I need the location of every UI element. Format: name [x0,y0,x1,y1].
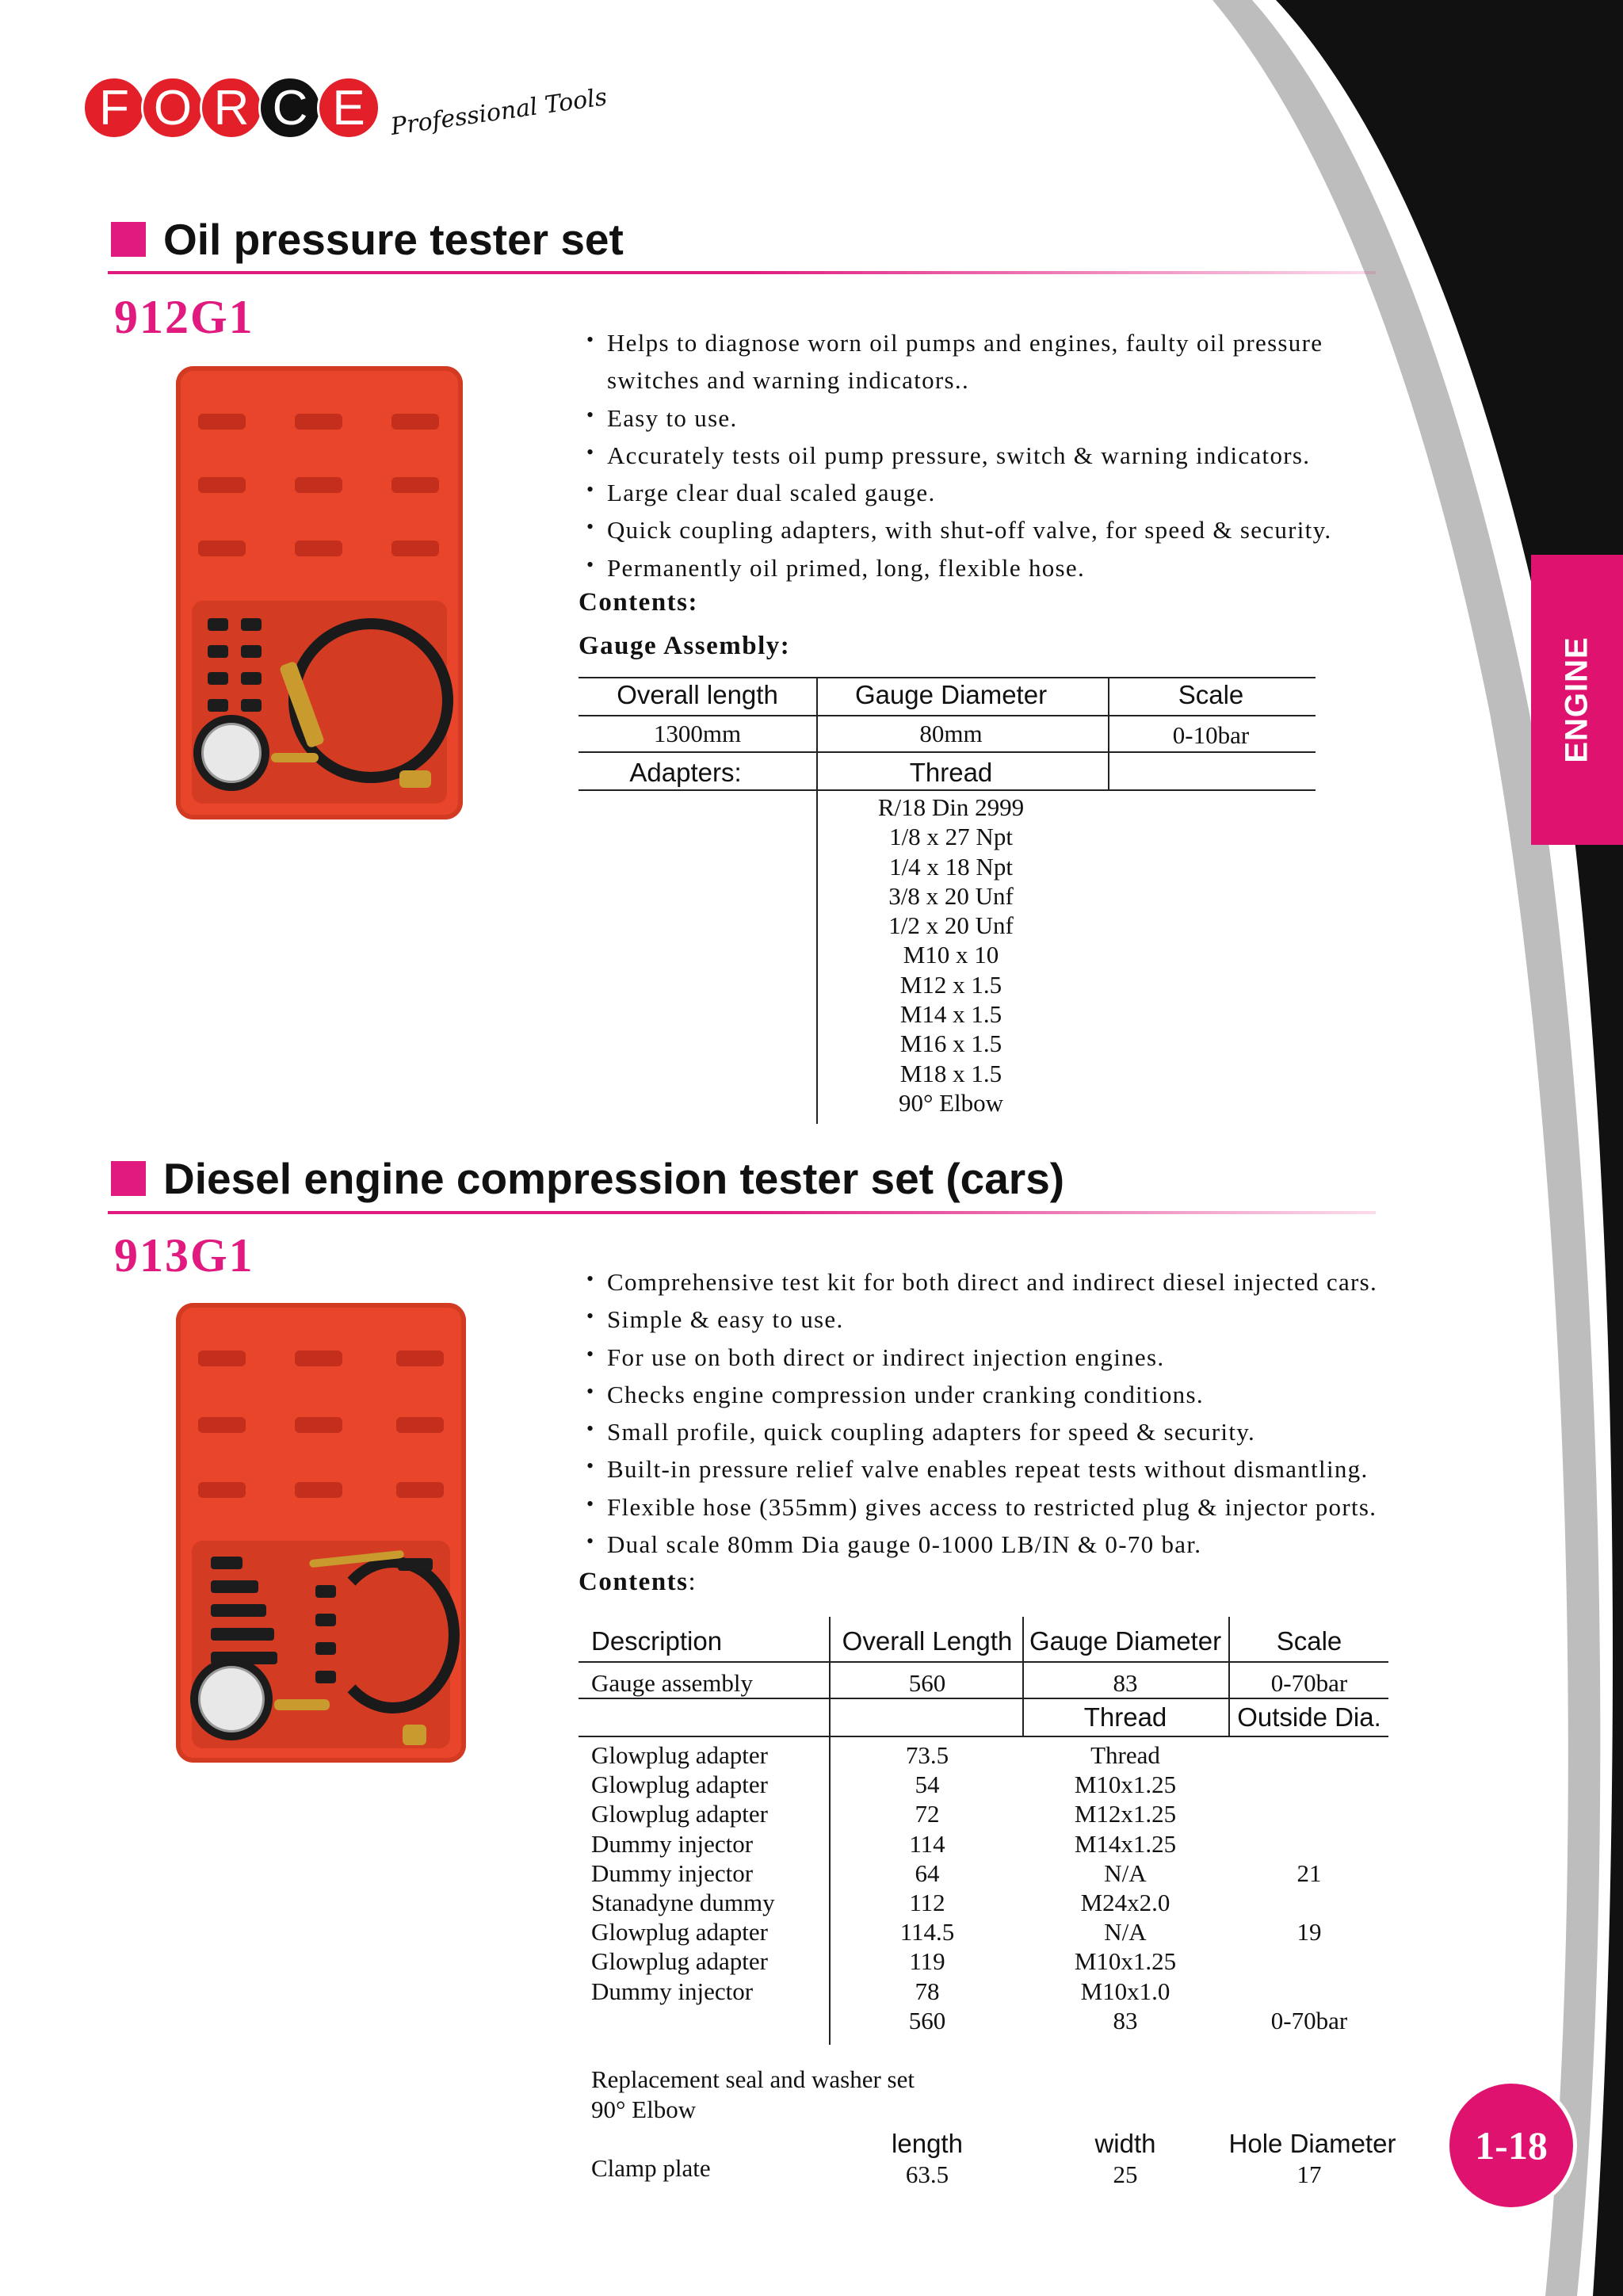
side-tab-engine [1531,555,1623,845]
table-cell: Dummy injector [591,1977,754,2005]
section-title: Diesel engine compression tester set (cars) [163,1154,1065,1203]
contents-label-colon: : [688,1568,697,1596]
table-cell: Glowplug adapter [591,1800,768,1828]
logo-tagline: Professional Tools [388,82,609,141]
feature-item: • Large clear dual scaled gauge. [586,474,1331,511]
clamp-header: Hole Diameter [1228,2129,1396,2158]
thread-item: 1/8 x 27 Npt [889,823,1013,851]
section-heading [111,1153,1064,1204]
contents-label [579,1568,697,1597]
feature-item: • Permanently oil primed, long, flexible hose. [586,549,1331,586]
table-cell: M10x1.0 [1080,1977,1170,2005]
table-cell: 80mm [919,720,983,747]
contents-label-text: Contents [579,1568,689,1596]
table-header: Scale [1178,680,1244,709]
thread-item: 1/2 x 20 Unf [888,911,1014,940]
logo-letter: R [200,76,263,139]
table-cell: Stanadyne dummy [591,1888,775,1916]
table-cell: 114.5 [899,1918,955,1946]
table-subheader: Outside Dia. [1237,1702,1381,1732]
page-number-badge: 1-18 [1445,2080,1577,2211]
table-header: Overall length [617,680,778,709]
thread-list [818,793,1084,1117]
heading-square-icon [111,1161,146,1196]
clamp-cell: Clamp plate [591,2154,711,2182]
table-cell: N/A [1104,1918,1147,1946]
table-row [579,1917,1388,1946]
table-row [579,1770,1388,1799]
clamp-cell: 17 [1296,2160,1322,2188]
feature-item: • Accurately tests oil pump pressure, switch & warning indicators. [586,437,1331,474]
table-cell: Glowplug adapter [591,1741,768,1769]
table-header: Gauge Diameter [1029,1626,1222,1656]
table-cell: Glowplug adapter [591,1771,768,1799]
product-photo-compression-tester [176,1303,466,1763]
table-row [579,1799,1388,1828]
table-header: Scale [1276,1626,1342,1656]
table-cell: M24x2.0 [1080,1888,1170,1916]
thread-item: 3/8 x 20 Unf [888,881,1014,910]
feature-item: • Small profile, quick coupling adapters for speed & security. [586,1413,1377,1450]
table-cell: 0-10bar [1172,721,1250,749]
table-cell: Dummy injector [591,1859,754,1887]
table-cell: 119 [909,1947,945,1976]
extra-item: 90° Elbow [591,2095,697,2123]
gauge-assembly-label: Gauge Assembly: [579,632,791,660]
table-row [579,1740,1388,1770]
clamp-header: length [892,2129,963,2158]
table-row [579,1829,1388,1859]
product-code: 913G1 [114,1229,254,1282]
logo-letter: C [258,76,322,139]
table-cell: M10x1.25 [1074,1771,1177,1799]
table-cell: N/A [1104,1859,1147,1887]
table-cell: 83 [1113,2006,1138,2034]
section-heading [111,214,624,265]
table-cell: 0-70bar [1270,1669,1348,1697]
table-row [579,1946,1388,1976]
table-cell: 83 [1113,1669,1138,1697]
feature-item: • Quick coupling adapters, with shut-off valve, for speed & security. [586,511,1331,548]
table-cell: 73.5 [905,1741,949,1769]
clamp-cell: 25 [1113,2160,1138,2188]
product-code: 912G1 [114,291,254,343]
table-row [579,2006,1388,2035]
feature-item: • Helps to diagnose worn oil pumps and engines, faulty oil pressure [586,324,1331,361]
section-rule [108,271,1376,274]
feature-item: • Flexible hose (355mm) gives access to restricted plug & injector ports. [586,1488,1377,1526]
table-cell: Dummy injector [591,1829,754,1858]
table-header: Description [591,1626,723,1656]
feature-item: • Dual scale 80mm Dia gauge 0-1000 LB/IN & 0-70 bar. [586,1526,1377,1563]
table-cell: 64 [915,1859,940,1887]
table-cell: Thread [1090,1741,1160,1769]
table-subheader: Adapters: [629,758,742,787]
table-cell: 112 [909,1888,945,1916]
clamp-cell: 63.5 [905,2160,949,2188]
table-row [579,1859,1388,1888]
table-header: Overall Length [842,1626,1013,1656]
table-cell: 19 [1296,1918,1322,1946]
table-cell: 0-70bar [1270,2006,1348,2034]
component-rows [579,1740,1388,2035]
feature-item: • Comprehensive test kit for both direct and indirect diesel injected cars. [586,1263,1377,1301]
force-logo [82,76,608,139]
table-cell: 560 [908,2006,946,2034]
feature-list [586,324,1331,586]
thread-item: M10 x 10 [903,941,999,969]
table-cell: 21 [1296,1859,1322,1887]
feature-item: • Checks engine compression under cranking conditions. [586,1376,1377,1413]
side-tab-label: ENGINE [1559,636,1594,763]
table-subheader: Thread [1083,1702,1167,1732]
table-cell: M12x1.25 [1074,1800,1177,1828]
product-photo-oil-tester [176,366,463,819]
feature-list [586,1263,1377,1563]
table-cell: M14x1.25 [1074,1829,1177,1858]
section-title: Oil pressure tester set [163,215,624,264]
table-header: Gauge Diameter [854,680,1048,709]
logo-letter: E [317,76,380,139]
table-cell: Glowplug adapter [591,1947,768,1976]
clamp-header: width [1094,2129,1156,2158]
feature-item: • Simple & easy to use. [586,1301,1377,1338]
table-cell: 1300mm [653,720,742,747]
table-subheader: Thread [909,758,993,787]
heading-square-icon [111,222,146,257]
thread-item: 1/4 x 18 Npt [889,852,1013,881]
section-rule [108,1211,1376,1214]
logo-letter: F [82,76,146,139]
table-cell: Glowplug adapter [591,1918,768,1946]
thread-item: R/18 Din 2999 [877,793,1025,821]
thread-item: 90° Elbow [898,1088,1004,1117]
feature-item: • Built-in pressure relief valve enables repeat tests without dismantling. [586,1450,1377,1488]
thread-item: M12 x 1.5 [899,970,1002,999]
logo-letter: O [141,76,204,139]
table-row [579,1977,1388,2006]
table-cell: M10x1.25 [1074,1947,1177,1976]
table-row [579,1888,1388,1917]
feature-item: • For use on both direct or indirect injection engines. [586,1339,1377,1376]
feature-item-continued: switches and warning indicators.. [607,366,969,395]
thread-item: M18 x 1.5 [899,1059,1002,1087]
table-cell: 78 [915,1977,940,2005]
table-cell: Gauge assembly [591,1669,754,1697]
contents-label: Contents: [579,588,698,617]
thread-item: M14 x 1.5 [899,1000,1002,1029]
thread-item: M16 x 1.5 [899,1030,1002,1058]
feature-item: • Easy to use. [586,399,1331,437]
table-cell: 560 [908,1669,946,1697]
table-cell: 72 [915,1800,940,1828]
extra-item: Replacement seal and washer set [591,2065,915,2093]
table-cell: 114 [909,1829,945,1858]
table-cell: 54 [915,1771,940,1799]
